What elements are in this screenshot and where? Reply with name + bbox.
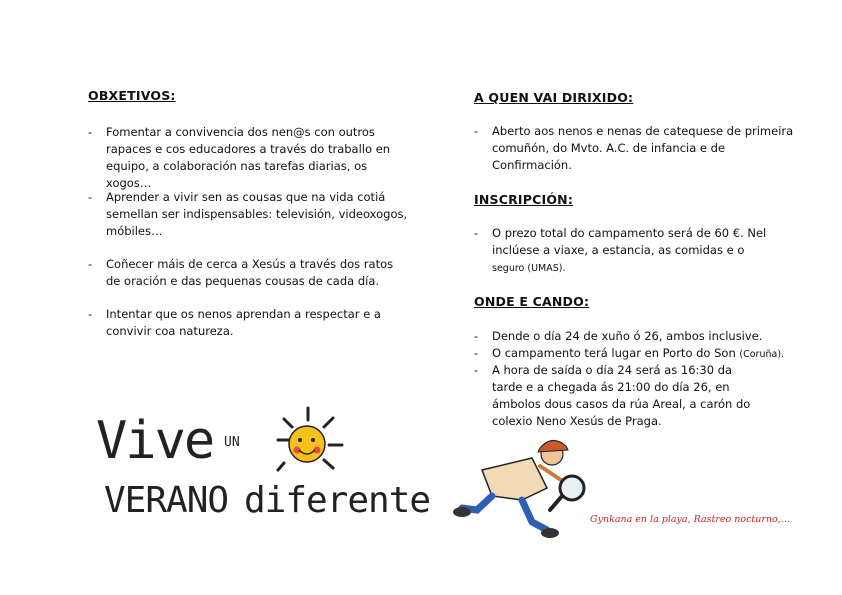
bullet-dash: - [88,307,93,321]
audience-text: Aberto aos nenos e nenas de catequese de primeira comuñón, do Mvto. A.C. de infancia e de Confirmación. [492,124,794,172]
bullet-dash: - [474,226,479,240]
objective-item [88,189,408,240]
bullet-dash: - [474,329,479,343]
objective-item [88,306,408,340]
objectives-heading: OBXETIVOS: [88,88,176,103]
dates-text: Dende o día 24 de xuño ó 26, ambos inclusive. [492,329,763,343]
bullet-dash: - [474,124,479,138]
bullet-dash: - [474,363,479,377]
where-when-item [474,362,764,430]
objective-item [88,256,408,290]
audience-heading: A QUEN VAI DIRIXIDO: [474,90,634,105]
logo-vive-text: Vive [96,411,214,471]
activities-caption: Gynkana en la playa, Rastreo nocturno,… [590,514,791,525]
inscription-item [474,225,779,277]
price-text: O prezo total do campamento será de 60 €. Nel inclúese a viaxe, a estancia, as comidas e o [492,226,767,257]
logo-verano-text: VERANO [104,480,229,521]
objective-text: Coñecer máis de cerca a Xesús a través dos ratos de oración e das pequenas cousas de cada día. [106,257,394,288]
objective-item [88,124,408,192]
inscription-heading: INSCRIPCIÓN: [474,192,574,207]
objective-text: Intentar que os nenos aprendan a respectar e a convivir coa natureza. [106,307,381,338]
logo-un-text: UN [224,435,240,450]
where-when-item [474,328,794,345]
vive-un-verano-diferente-logo [96,400,431,521]
audience-item [474,123,794,174]
insurance-text: seguro (UMAS). [492,263,566,274]
logo-diferente-text: diferente [244,480,431,521]
inscription-text [492,225,779,277]
location-province: (Coruña). [739,349,785,360]
where-when-heading: ONDE E CANDO: [474,294,590,309]
objective-text: Fomentar a convivencia dos nen@s con outros rapaces e cos educadores a través do traballo en equipo, a colaboración nas tarefas diarias, os xogos… [106,125,391,190]
objective-text: Aprender a vivir sen as cousas que na vida cotiá semellan ser indispensables: televisión, videoxogos, móbiles… [106,190,408,238]
detective-magnifier-illustration [452,430,592,550]
schedule-text: A hora de saída o día 24 será as 16:30 da tarde e a chegada ás 21:00 do día 26, en ámbolos dous casos da rúa Areal, a carón do colexio Neno Xesús de Praga. [492,363,751,428]
location-main: O campamento terá lugar en Porto do Son [492,346,740,360]
bullet-dash: - [88,257,93,271]
where-when-item [474,345,794,363]
bullet-dash: - [474,346,479,360]
smiling-sun-icon [278,408,342,470]
bullet-dash: - [88,190,93,204]
location-text [492,345,794,363]
bullet-dash: - [88,125,93,139]
